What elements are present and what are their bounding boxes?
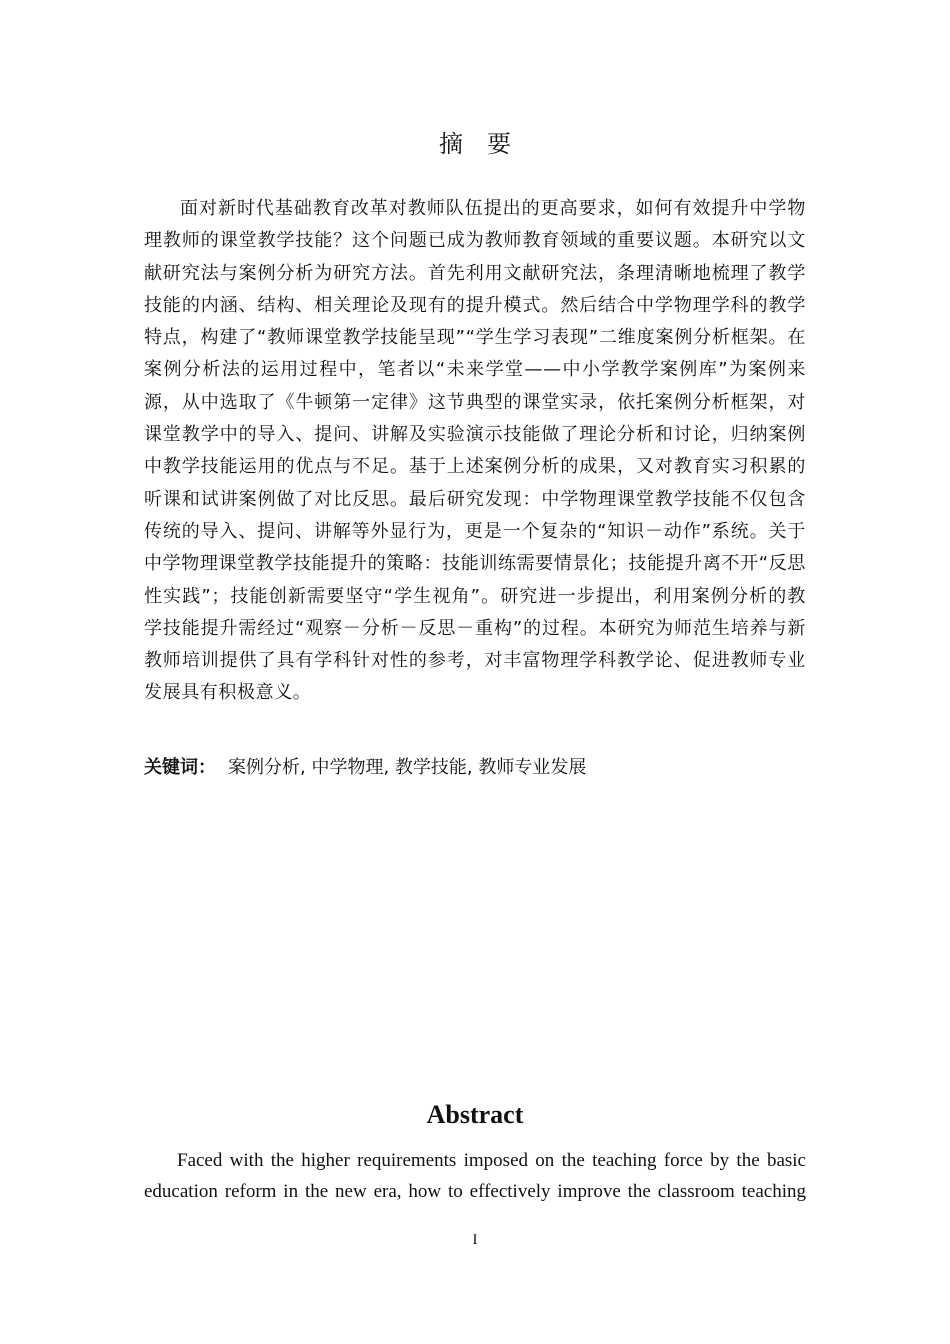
keywords-list: 案例分析, 中学物理, 教学技能, 教师专业发展 [228, 757, 587, 778]
abstract-en-title: Abstract [426, 1100, 524, 1129]
abstract-cn-body: 面对新时代基础教育改革对教师队伍提出的更高要求，如何有效提升中学物理教师的课堂教学技能？这个问题已成为教师教育领域的重要议题。本研究以文献研究法与案例分析为研究方法。首先利用文献研究法，条理清晰地梳理了教学技能的内涵、结构、相关理论及现有的提升模式。然后结合中学物理学科的教学特点，构建了“教师课堂教学技能呈现”“学生学习表现”二维度案例分析框架。在案例分析法的运用过程中，笔者以“未来学堂——中小学教学案例库”为案例来源，从中选取了《牛顿第一定律》这节典型的课堂实录，依托案例分析框架，对课堂教学中的导入、提问、讲解及实验演示技能做了理论分析和讨论，归纳案例中教学技能运用的优点与不足。基于上述案例分析的成果，又对教育实习积累的听课和试讲案例做了对比反思。最后研究发现：中学物理课堂教学技能不仅包含传统的导入、提问、讲解等外显行为，更是一个复杂的“知识－动作”系统。关于中学物理课堂教学技能提升的策略：技能训练需要情景化；技能提升离不开“反思性实践”；技能创新需要坚守“学生视角”。研究进一步提出，利用案例分析的教学技能提升需经过“观察－分析－反思－重构”的过程。本研究为师范生培养与新教师培训提供了具有学科针对性的参考，对丰富物理学科教学论、促进教师专业发展具有积极意义。 [144, 198, 806, 704]
abstract-en-body: Faced with the higher requirements imposed on the teaching force by the basic education reform in the new era, how to effectively improve the classroom teaching [144, 1150, 806, 1202]
keywords-line [144, 754, 806, 782]
abstract-cn-title: 摘 要 [439, 130, 511, 158]
keywords-label: 关键词： [144, 757, 216, 778]
page-number: I [472, 1232, 478, 1248]
